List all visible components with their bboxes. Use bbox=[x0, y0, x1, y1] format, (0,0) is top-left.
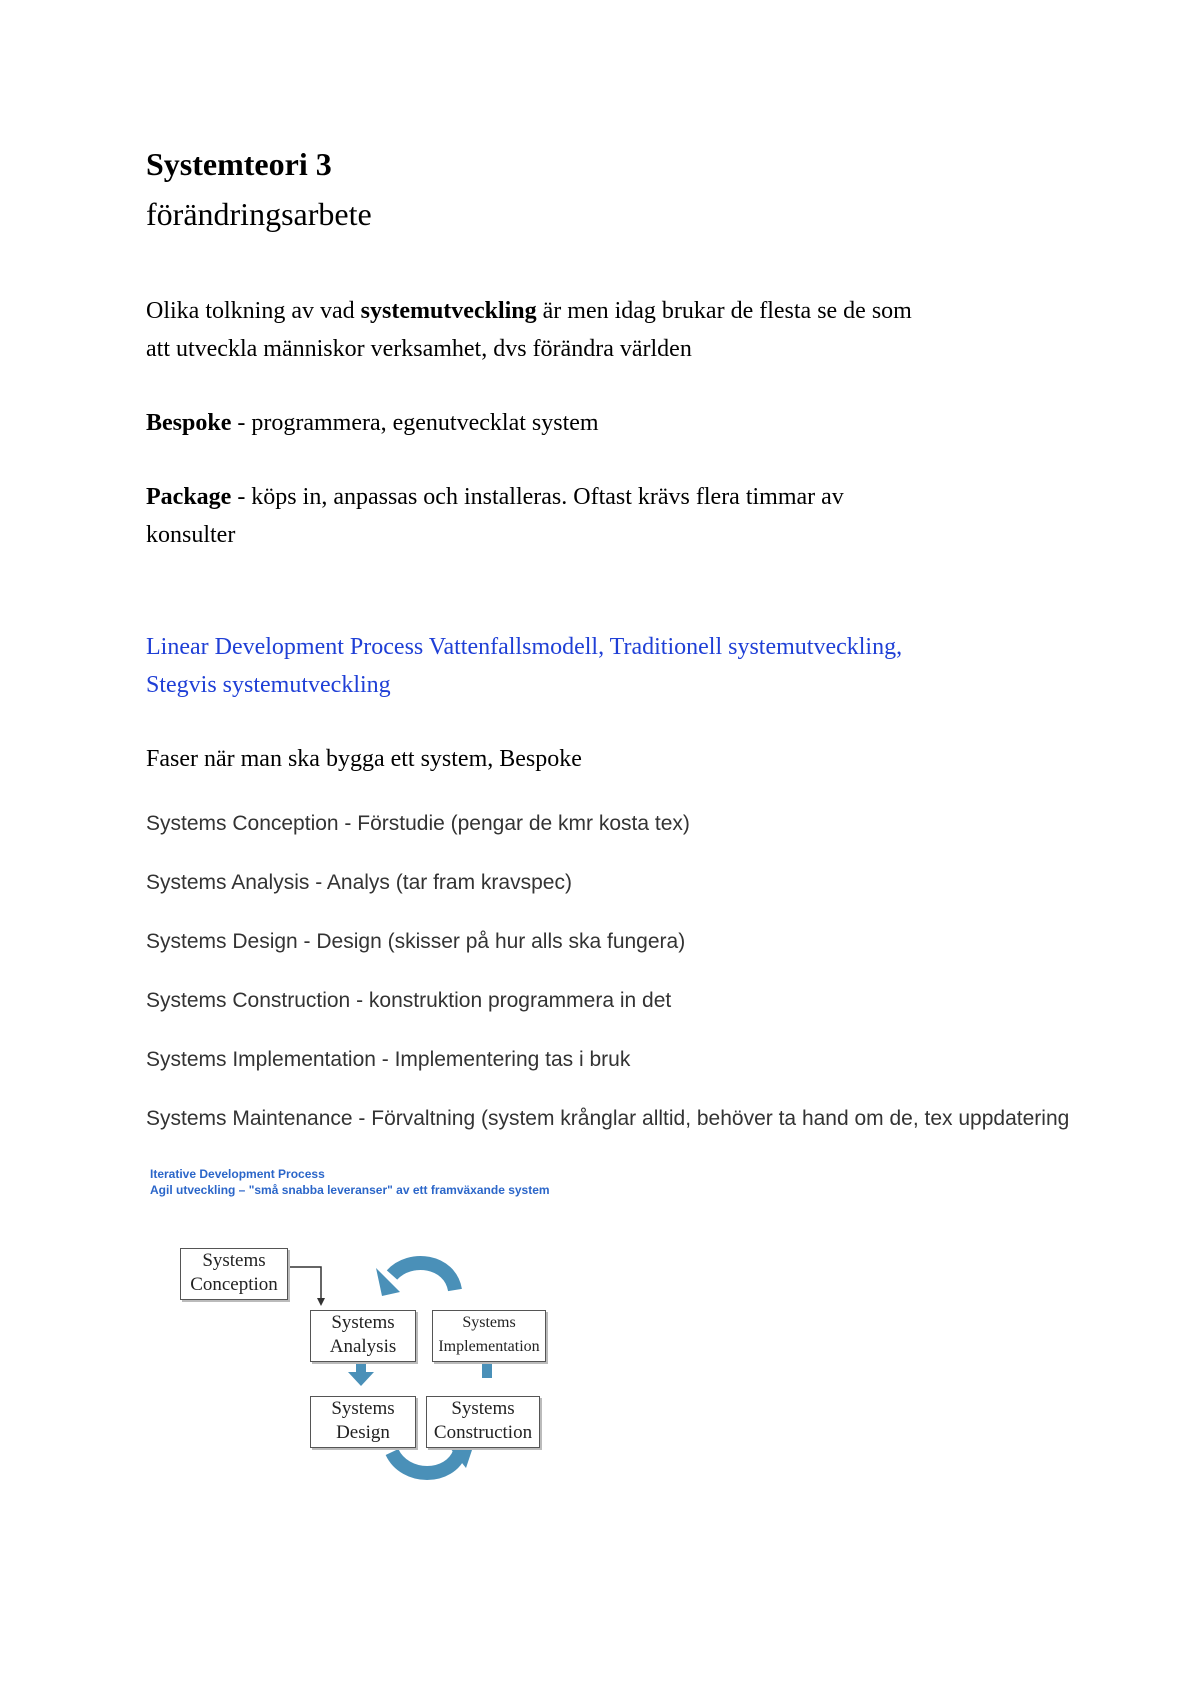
phase-item: Systems Conception - Förstudie (pengar de kmr kosta tex) bbox=[146, 812, 690, 835]
intro-text-after: är men idag brukar de flesta se de som bbox=[536, 298, 912, 324]
up-arrow-shaft bbox=[482, 1362, 492, 1378]
diagram-heading-1: Iterative Development Process bbox=[150, 1167, 325, 1181]
package-term: Package bbox=[146, 484, 232, 510]
intro-paragraph bbox=[146, 292, 912, 368]
bespoke-paragraph bbox=[146, 404, 599, 442]
linear-line-2: Stegvis systemutveckling bbox=[146, 672, 391, 698]
bespoke-term: Bespoke bbox=[146, 410, 232, 436]
page-subtitle: förändringsarbete bbox=[146, 196, 372, 232]
box-label: Systems bbox=[331, 1312, 395, 1333]
box-label: Conception bbox=[190, 1274, 278, 1295]
box-label: Systems bbox=[451, 1398, 515, 1419]
package-text: - köps in, anpassas och installeras. Oftast krävs flera timmar av bbox=[231, 484, 844, 510]
intro-text-before: Olika tolkning av vad bbox=[146, 298, 361, 324]
box-label: Systems bbox=[202, 1250, 266, 1271]
linear-process-heading bbox=[146, 628, 902, 704]
connector-line bbox=[288, 1267, 321, 1300]
box-label: Analysis bbox=[329, 1336, 397, 1357]
phase-item: Systems Implementation - Implementering tas i bruk bbox=[146, 1048, 631, 1071]
package-line-2: konsulter bbox=[146, 522, 236, 548]
bespoke-text: - programmera, egenutvecklat system bbox=[231, 410, 599, 436]
box-label: Systems bbox=[331, 1398, 395, 1419]
box-label: Construction bbox=[433, 1422, 533, 1443]
phase-item: Systems Design - Design (skisser på hur alls ska fungera) bbox=[146, 930, 686, 953]
intro-line-2: att utveckla människor verksamhet, dvs förändra världen bbox=[146, 336, 692, 362]
phase-item: Systems Analysis - Analys (tar fram kravspec) bbox=[146, 871, 572, 894]
box-label: Systems bbox=[462, 1314, 516, 1331]
systems-analysis-box bbox=[310, 1310, 416, 1362]
linear-line-1: Linear Development Process Vattenfallsmodell, Traditionell systemutveckling, bbox=[146, 634, 903, 660]
page-title: Systemteori 3 bbox=[146, 146, 332, 182]
box-label: Design bbox=[336, 1422, 390, 1443]
intro-bold-term: systemutveckling bbox=[360, 298, 537, 324]
intro-line-1 bbox=[146, 292, 912, 330]
top-cycle-arrow bbox=[392, 1263, 455, 1290]
systems-design-box bbox=[310, 1396, 416, 1448]
bottom-cycle-arrow bbox=[392, 1452, 460, 1473]
package-paragraph bbox=[146, 478, 844, 554]
systems-construction-box bbox=[426, 1396, 540, 1448]
phase-item: Systems Maintenance - Förvaltning (system krånglar alltid, behöver ta hand om de, tex uppdatering bbox=[146, 1107, 1070, 1130]
diagram-heading-2: Agil utveckling – "små snabba leveranser" av ett framväxande system bbox=[150, 1183, 550, 1197]
box-label: Implementation bbox=[438, 1338, 540, 1355]
systems-conception-box bbox=[180, 1248, 288, 1300]
down-arrow-head bbox=[348, 1372, 374, 1386]
phase-item: Systems Construction - konstruktion programmera in det bbox=[146, 989, 672, 1012]
connector-arrowhead bbox=[317, 1298, 325, 1306]
systems-implementation-box bbox=[432, 1310, 546, 1362]
phases-heading: Faser när man ska bygga ett system, Bespoke bbox=[146, 746, 582, 772]
